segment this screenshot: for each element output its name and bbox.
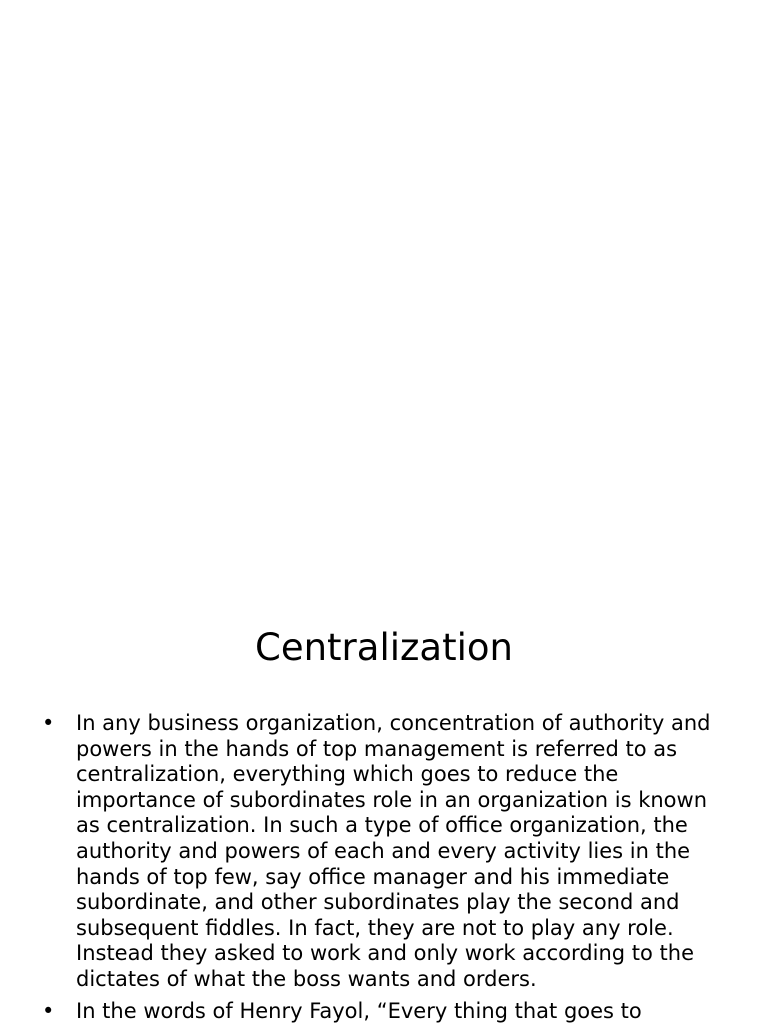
bullet-text-line: Instead they asked to work and only work according to the [76,941,694,966]
bullet-text-line: subordinate, and other subordinates play the second and [76,890,680,915]
bullet-list [38,711,738,1024]
bullet-text-line: importance of subordinates role in an organization is known [76,787,708,812]
bullet-text-line: powers in the hands of top management is referred to as [76,736,678,761]
bullet-text-line: dictates of what the boss wants and orders. [76,966,537,991]
bullet-dot-icon: • [42,711,55,735]
bullet-text-line: hands of top few, say office manager and his immediate [76,864,670,889]
bullet-item [38,999,738,1024]
bullet-text-line: In any business organization, concentration of authority and [76,711,711,735]
slide-title: Centralization [255,626,513,669]
bullet-item [38,711,738,993]
bullet-text-line: authority and powers of each and every activity lies in the [76,838,691,863]
bullet-text-line: In the words of Henry Fayol, “Every thing that goes to [76,998,642,1023]
bullet-text-line: as centralization. In such a type of office organization, the [76,813,688,838]
bullet-dot-icon: • [42,998,55,1023]
bullet-text-line: centralization, everything which goes to reduce the [76,762,619,787]
bullet-text-line: subsequent fiddles. In fact, they are not to play any role. [76,915,674,940]
